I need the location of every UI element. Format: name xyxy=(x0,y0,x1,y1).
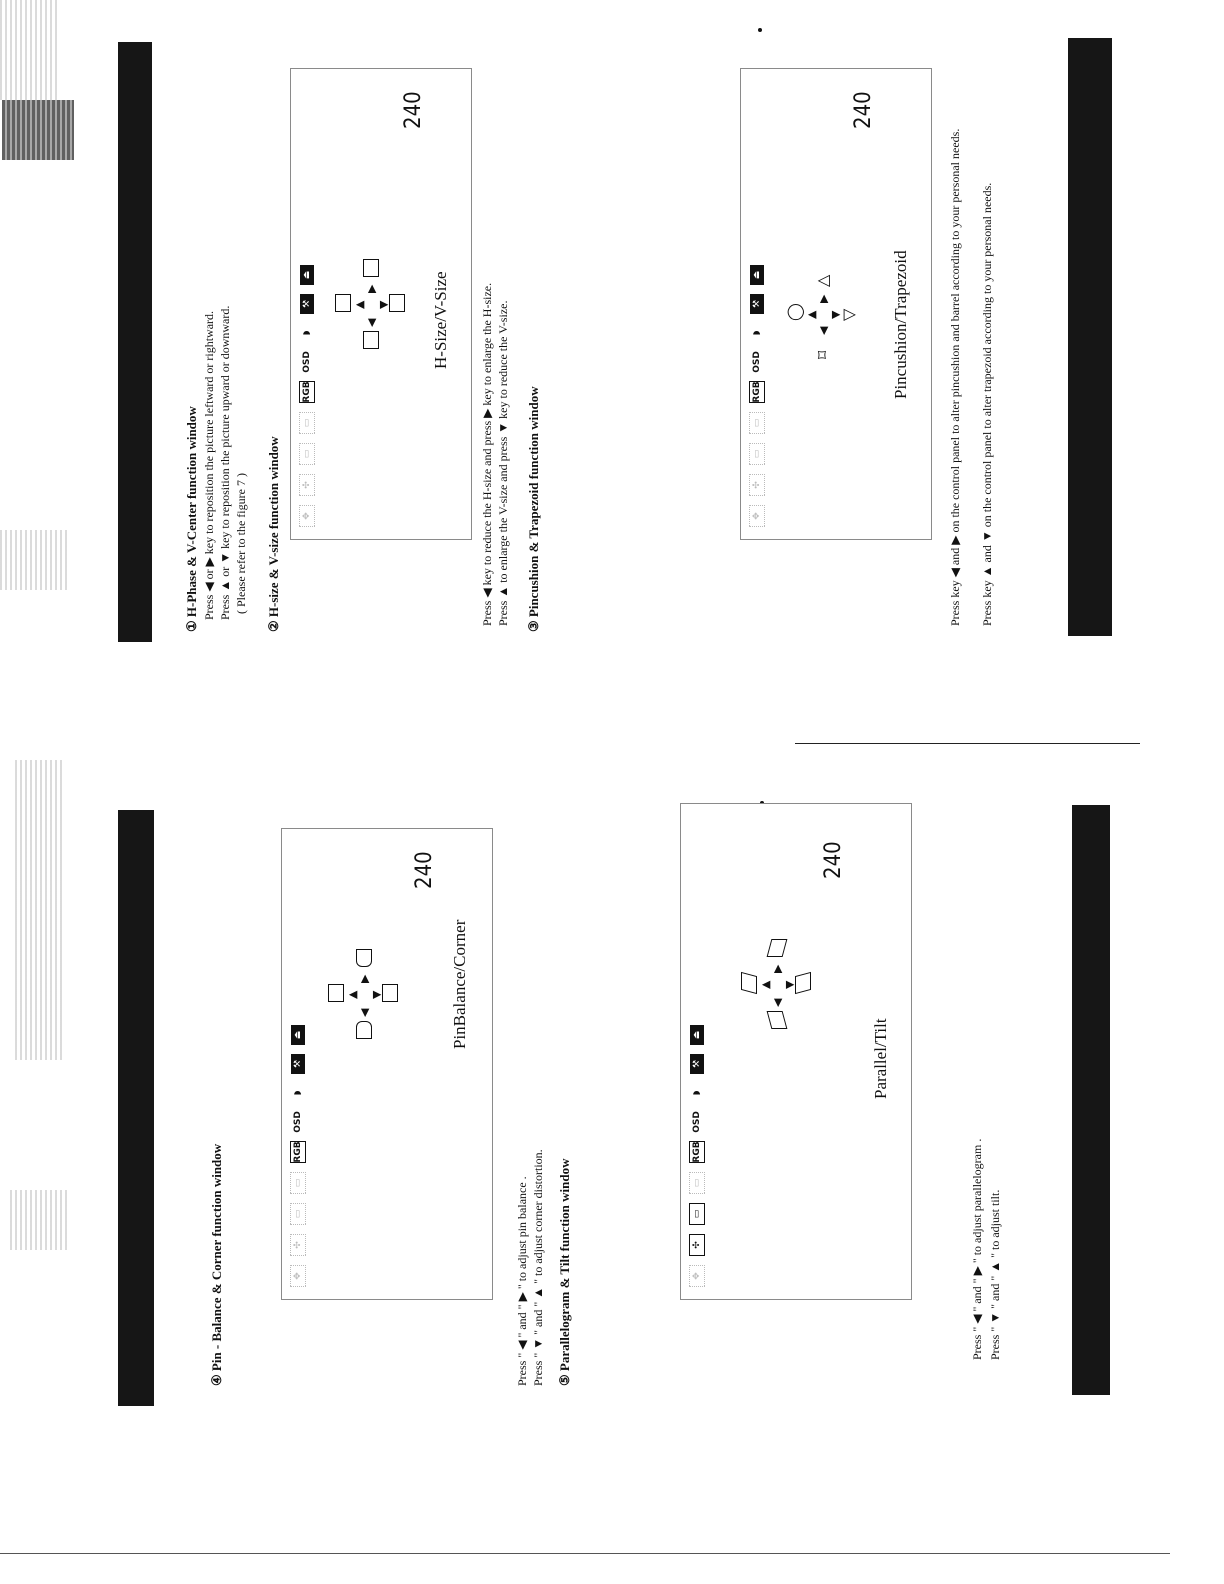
osd-title: H-Size/V-Size xyxy=(431,271,450,369)
geometry-icon: ▭ xyxy=(299,443,315,465)
arrow-left-icon: ◀ xyxy=(771,998,784,1007)
arrow-up-icon: ▲ xyxy=(353,300,366,309)
pincushion-line-1: Press key ◀ and ▶ on the control panel to alter pincushion and barrel according to your personal needs. xyxy=(948,128,962,626)
parallel-line-1: Press " ◀ " and " ▶ " to adjust parallelogram . xyxy=(970,1138,984,1360)
shape-bottom xyxy=(389,294,405,312)
arrow-down-icon: ▼ xyxy=(829,310,842,319)
osd-icon: OSD xyxy=(752,351,762,373)
scan-noise xyxy=(2,100,74,160)
shape-right xyxy=(363,259,379,277)
position-icon: ✥ xyxy=(299,505,315,527)
lower-page-continued xyxy=(670,800,1050,1400)
geometry-icon: ▭ xyxy=(689,1203,705,1225)
exit-icon: ⏏ xyxy=(300,265,314,285)
osd-icon-row xyxy=(689,1025,705,1287)
section-title-parallel: ⑤ Parallelogram & Tilt function window xyxy=(557,1158,572,1386)
osd-icon-row xyxy=(299,265,315,527)
pincushion-icon: ⌑ xyxy=(813,350,832,359)
osd-title: Parallel/Tilt xyxy=(871,1018,890,1099)
arrow-up-icon: ▲ xyxy=(346,990,359,999)
lower-page xyxy=(205,800,585,1400)
arrow-right-icon: ▶ xyxy=(365,284,378,293)
arrow-down-icon: ▼ xyxy=(377,300,390,309)
trapezoid-down-icon: ▽ xyxy=(839,308,858,321)
scan-noise xyxy=(0,0,60,100)
arrow-left-icon: ◀ xyxy=(817,326,830,335)
hsize-line-2: Press ▲ to enlarge the V-size and press ▼ key to reduce the V-size. xyxy=(496,300,510,626)
tools-icon: ⚒ xyxy=(750,294,764,314)
barrel-icon: ◯ xyxy=(785,303,804,321)
geometry-icon: ▭ xyxy=(299,412,315,434)
arrow-up-icon: ▲ xyxy=(805,310,818,319)
position-icon: ✥ xyxy=(749,505,765,527)
osd-value: 240 xyxy=(821,841,846,879)
geometry-icon: ▭ xyxy=(290,1203,306,1225)
shape-top xyxy=(335,294,351,312)
arrow-right-icon: ▶ xyxy=(817,294,830,303)
direction-pad xyxy=(328,949,398,1039)
osd-value: 240 xyxy=(401,91,426,129)
position-icon: ✥ xyxy=(290,1265,306,1287)
divider-line xyxy=(795,743,1140,744)
direction-pad xyxy=(335,259,405,349)
rgb-icon: RGB xyxy=(689,1141,705,1163)
shape-top xyxy=(741,972,757,994)
language-icon: ◗ xyxy=(293,1090,303,1096)
osd-window-pincushion xyxy=(740,68,932,540)
header-bar xyxy=(1072,805,1110,1395)
section-title-hphase: ① H-Phase & V-Center function window xyxy=(184,406,199,632)
section-title-pinbalance: ④ Pin - Balance & Corner function window xyxy=(209,1143,224,1386)
direction-pad xyxy=(785,269,858,359)
section-title-hsize: ② H-size & V-size function window xyxy=(266,436,281,632)
arrow-right-icon: ▶ xyxy=(771,964,784,973)
osd-value: 240 xyxy=(412,851,437,889)
language-icon: ◗ xyxy=(752,330,762,336)
position-icon: ✥ xyxy=(689,1265,705,1287)
scan-noise xyxy=(10,1190,70,1250)
scan-dot xyxy=(758,28,762,32)
osd-icon-row xyxy=(749,265,765,527)
direction-pad xyxy=(741,939,811,1029)
pinbalance-line-2: Press " ▼ " and " ▲ " to adjust corner distortion. xyxy=(531,1149,545,1386)
language-icon: ◗ xyxy=(302,330,312,336)
exit-icon: ⏏ xyxy=(291,1025,305,1045)
tools-icon: ⚒ xyxy=(690,1054,704,1074)
shape-left xyxy=(767,1011,788,1029)
osd-icon-row xyxy=(290,1025,306,1287)
upper-page xyxy=(180,40,560,640)
osd-title: PinBalance/Corner xyxy=(450,919,469,1049)
upper-page-continued xyxy=(720,40,1100,640)
header-bar xyxy=(118,810,154,1406)
hphase-line-2: Press ▲ or ▼ key to reposition the picture upward or downward. xyxy=(218,305,232,620)
shape-bottom xyxy=(795,972,811,994)
arrow-up-icon: ▲ xyxy=(759,980,772,989)
osd-value: 240 xyxy=(851,91,876,129)
trapezoid-up-icon: △ xyxy=(813,274,832,287)
osd-icon: OSD xyxy=(302,351,312,373)
osd-title: Pincushion/Trapezoid xyxy=(891,250,910,399)
header-bar xyxy=(118,42,152,642)
shape-right xyxy=(356,949,372,967)
size-icon: ✣ xyxy=(299,474,315,496)
osd-icon: OSD xyxy=(692,1111,702,1133)
geometry-icon: ▭ xyxy=(689,1172,705,1194)
parallel-line-2: Press " ▼ " and " ▲ " to adjust tilt. xyxy=(988,1189,1002,1360)
exit-icon: ⏏ xyxy=(690,1025,704,1045)
osd-icon: OSD xyxy=(293,1111,303,1133)
rgb-icon: RGB xyxy=(299,381,315,403)
scan-noise xyxy=(0,530,70,590)
osd-window-hsize xyxy=(290,68,472,540)
arrow-right-icon: ▶ xyxy=(358,974,371,983)
hphase-line-1: Press ◀ or ▶ key to reposition the picture leftward or rightward. xyxy=(202,310,216,620)
arrow-left-icon: ◀ xyxy=(365,318,378,327)
geometry-icon: ▭ xyxy=(749,412,765,434)
shape-left xyxy=(363,331,379,349)
osd-window-pinbalance xyxy=(281,828,493,1300)
shape-bottom xyxy=(382,984,398,1002)
pincushion-line-2: Press key ▲ and ▼ on the control panel to alter trapezoid according to your personal needs. xyxy=(980,182,994,626)
tools-icon: ⚒ xyxy=(291,1054,305,1074)
size-icon: ✣ xyxy=(290,1234,306,1256)
tools-icon: ⚒ xyxy=(300,294,314,314)
section-title-pincushion: ③ Pincushion & Trapezoid function window xyxy=(526,386,541,632)
shape-right xyxy=(767,939,788,957)
hphase-line-3: ( Please refer to the figure 7 ) xyxy=(234,473,248,614)
pinbalance-line-1: Press " ◀ " and " ▶ " to adjust pin balance . xyxy=(515,1176,529,1386)
size-icon: ✣ xyxy=(689,1234,705,1256)
arrow-left-icon: ◀ xyxy=(358,1008,371,1017)
arrow-down-icon: ▼ xyxy=(783,980,796,989)
exit-icon: ⏏ xyxy=(750,265,764,285)
osd-window-parallel xyxy=(680,803,912,1300)
size-icon: ✣ xyxy=(749,474,765,496)
scan-noise xyxy=(15,760,65,1060)
geometry-icon: ▭ xyxy=(290,1172,306,1194)
arrow-down-icon: ▼ xyxy=(370,990,383,999)
language-icon: ◗ xyxy=(692,1090,702,1096)
hsize-line-1: Press ◀ key to reduce the H-size and press ▶ key to enlarge the H-size. xyxy=(480,282,494,626)
shape-left xyxy=(356,1021,372,1039)
rgb-icon: RGB xyxy=(290,1141,306,1163)
geometry-icon: ▭ xyxy=(749,443,765,465)
divider-line xyxy=(0,1553,1170,1554)
shape-top xyxy=(328,984,344,1002)
rgb-icon: RGB xyxy=(749,381,765,403)
